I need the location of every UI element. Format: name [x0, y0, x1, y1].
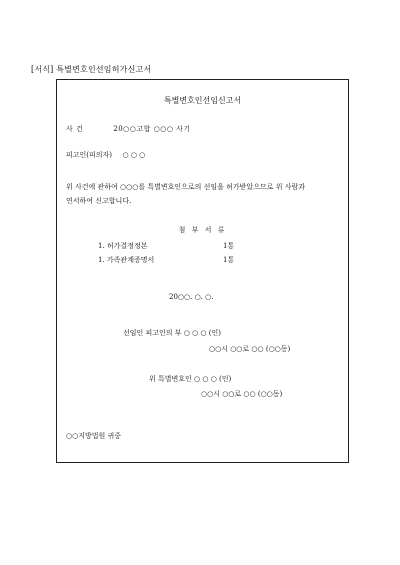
court-addressee: ○○지방법원 귀중: [66, 432, 122, 440]
document-frame: [56, 79, 349, 463]
attachment-label: 1. 허가결정정본: [98, 242, 148, 250]
signer-parent-address: ○○시 ○○로 ○○ (○○동): [209, 345, 291, 353]
case-label: 사 건: [66, 125, 84, 133]
attachments-title: 첨 부 서 류: [178, 226, 227, 234]
attachment-label: 1. 가족관계증명서: [98, 256, 155, 264]
signer-special-counsel-address: ○○시 ○○로 ○○ (○○동): [201, 390, 283, 398]
case-value: 20○○고합 ○○○ 사기: [113, 125, 191, 133]
defendant-label: 피고인(피의자): [66, 151, 113, 159]
attachment-count: 1통: [223, 256, 235, 264]
document-title: 특별변호인선임신고서: [163, 96, 242, 105]
body-text-line-2: 연서하여 신고합니다.: [66, 197, 132, 205]
case-row: [66, 125, 191, 134]
defendant-row: [66, 151, 145, 160]
attachment-count: 1통: [223, 242, 235, 250]
body-text-line-1: 위 사건에 관하여 ○○○를 특별변호인으로의 선임을 허가받았으므로 위 사람과: [66, 183, 305, 191]
signer-special-counsel: 위 특별변호인 ○ ○ ○ (인): [149, 375, 232, 383]
signer-parent: 선임인 피고인의 부 ○ ○ ○ (인): [123, 329, 221, 337]
defendant-value: ○ ○ ○: [122, 151, 146, 159]
form-caption: [서식] 특별변호인선임허가신고서: [31, 65, 152, 74]
document-date: 20○○. ○. ○.: [169, 293, 214, 301]
